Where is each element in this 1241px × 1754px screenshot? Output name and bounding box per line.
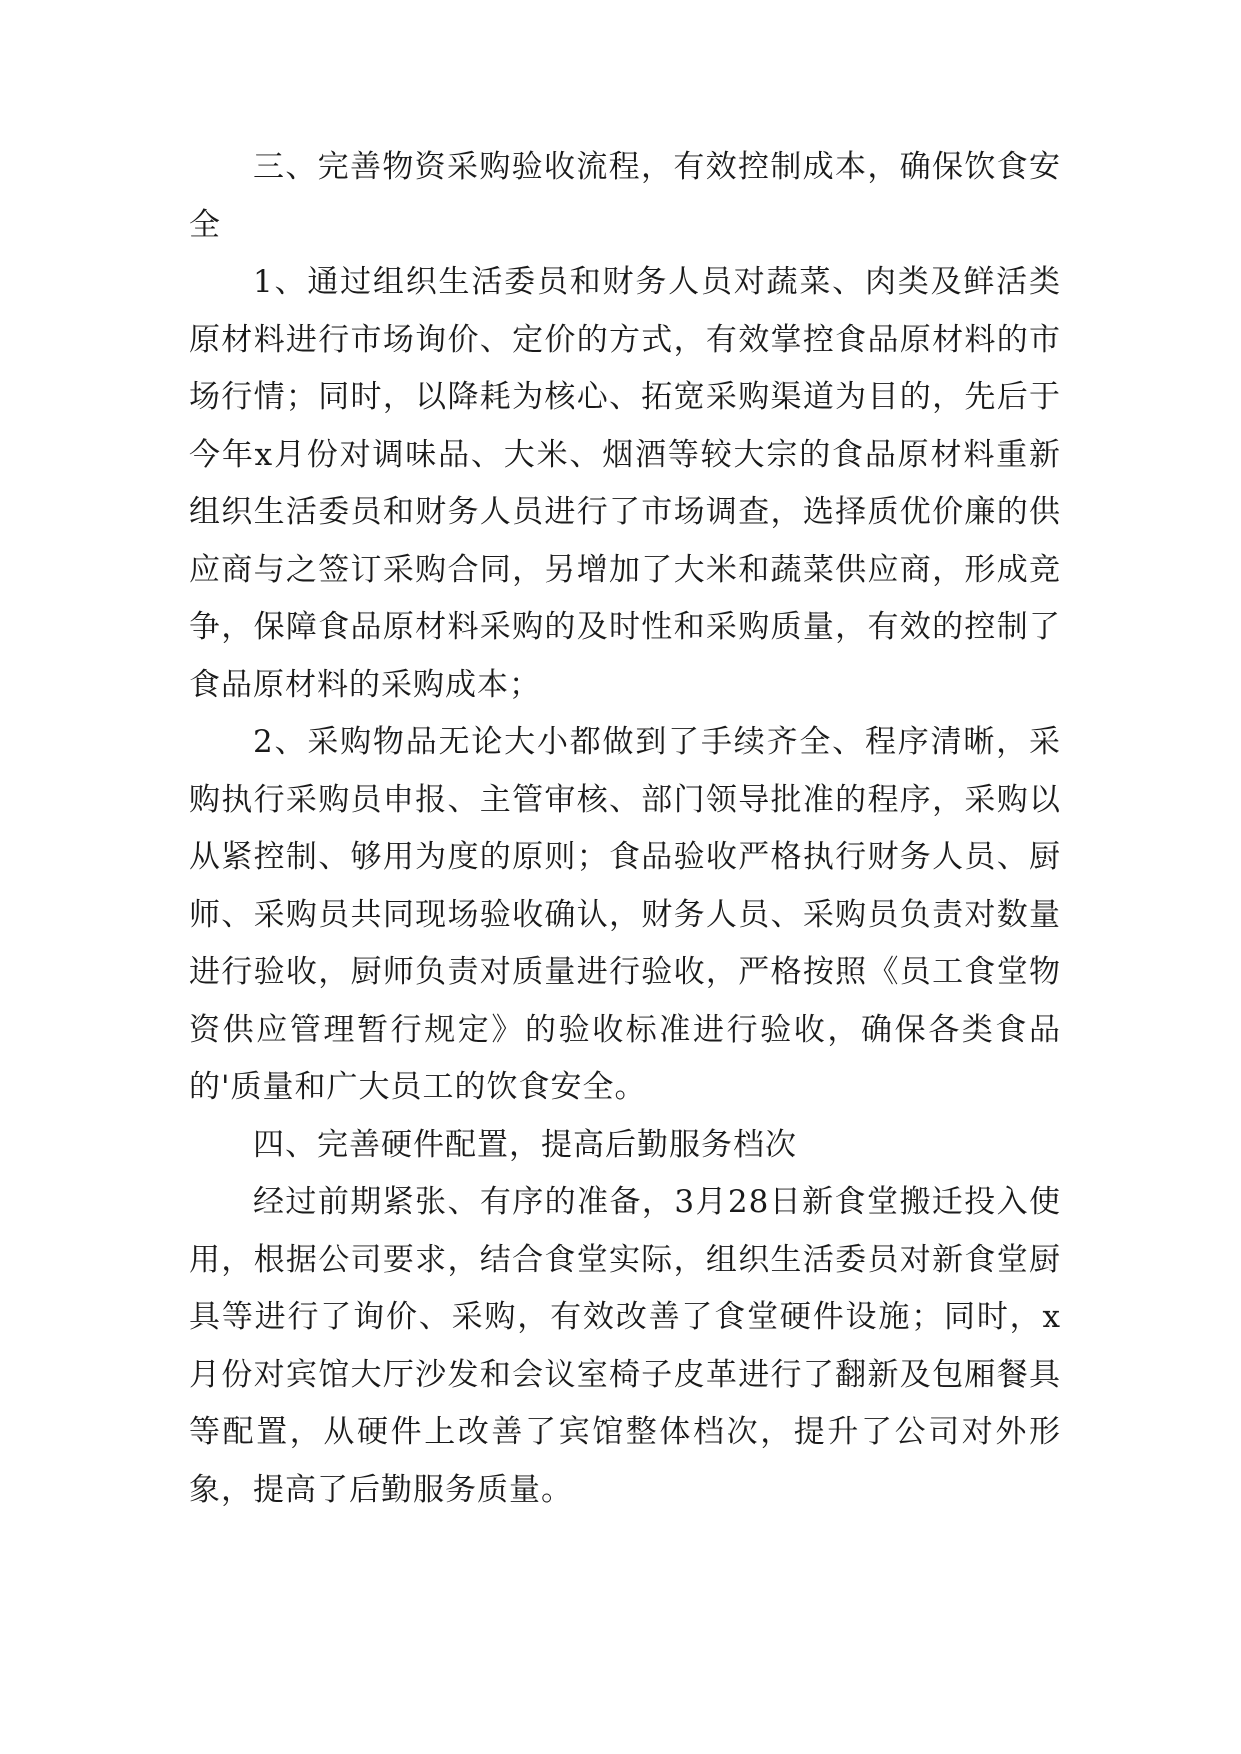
paragraph-hardware: 经过前期紧张、有序的准备，3月28日新食堂搬迁投入使用，根据公司要求，结合食堂实际，组织生活委员对新食堂厨具等进行了询价、采购，有效改善了食堂硬件设施；同时，x月份对宾馆大厅沙发和会议室椅子皮革进行了翻新及包厢餐具等配置，从硬件上改善了宾馆整体档次，提升了公司对外形象，提高了后勤服务质量。 xyxy=(189,1184,1061,1508)
paragraph-item-2: 2、采购物品无论大小都做到了手续齐全、程序清晰，采购执行采购员申报、主管审核、部门领导批准的程序，采购以从紧控制、够用为度的原则；食品验收严格执行财务人员、厨师、采购员共同现场验收确认，财务人员、采购员负责对数量进行验收，厨师负责对质量进行验收，严格按照《员工食堂物资供应管理暂行规定》的验收标准进行验收，确保各类食品的'质量和广大员工的饮食安全。 xyxy=(189,724,1061,1105)
document-page xyxy=(189,139,1061,1519)
paragraph-item-1: 1、通过组织生活委员和财务人员对蔬菜、肉类及鲜活类原材料进行市场询价、定价的方式，有效掌控食品原材料的市场行情；同时，以降耗为核心、拓宽采购渠道为目的，先后于今年x月份对调味品、大米、烟酒等较大宗的食品原材料重新组织生活委员和财务人员进行了市场调查，选择质优价廉的供应商与之签订采购合同，另增加了大米和蔬菜供应商，形成竞争，保障食品原材料采购的及时性和采购质量，有效的控制了食品原材料的采购成本； xyxy=(189,264,1061,703)
section-heading-four: 四、完善硬件配置，提高后勤服务档次 xyxy=(253,1126,797,1163)
section-heading-three: 三、完善物资采购验收流程，有效控制成本，确保饮食安全 xyxy=(189,149,1061,243)
